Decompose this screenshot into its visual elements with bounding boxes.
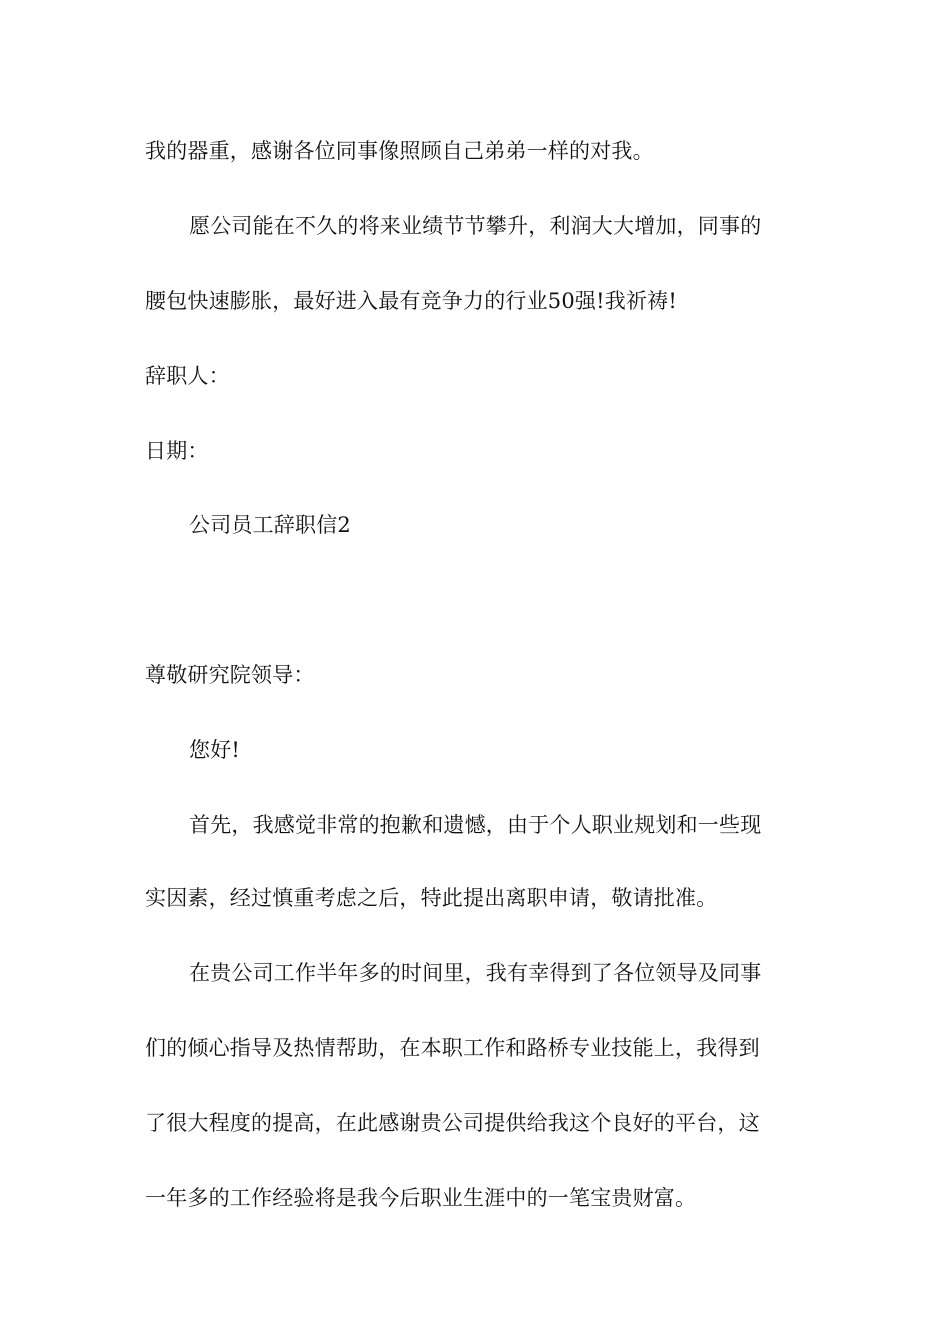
section-title: 公司员工辞职信2 [189, 513, 351, 537]
paragraph-line: 在贵公司工作半年多的时间里，我有幸得到了各位领导及同事 [189, 961, 762, 985]
signature-label: 辞职人： [145, 364, 230, 388]
greeting: 您好! [189, 738, 241, 762]
paragraph-line: 了很大程度的提高，在此感谢贵公司提供给我这个良好的平台，这 [145, 1111, 760, 1135]
paragraph-line: 腰包快速膨胀，最好进入最有竞争力的行业50强!我祈祷! [145, 289, 677, 313]
paragraph-line: 一年多的工作经验将是我今后职业生涯中的一笔宝贵财富。 [145, 1186, 697, 1210]
paragraph-line: 们的倾心指导及热情帮助，在本职工作和路桥专业技能上，我得到 [145, 1036, 760, 1060]
paragraph-line: 实因素，经过慎重考虑之后，特此提出离职申请，敬请批准。 [145, 886, 718, 910]
date-label: 日期： [145, 439, 209, 463]
paragraph-line: 愿公司能在不久的将来业绩节节攀升，利润大大增加，同事的 [189, 214, 762, 238]
paragraph-line: 我的器重，感谢各位同事像照顾自己弟弟一样的对我。 [145, 139, 654, 163]
salutation: 尊敬研究院领导： [145, 663, 315, 687]
paragraph-line: 首先，我感觉非常的抱歉和遗憾，由于个人职业规划和一些现 [189, 813, 762, 837]
